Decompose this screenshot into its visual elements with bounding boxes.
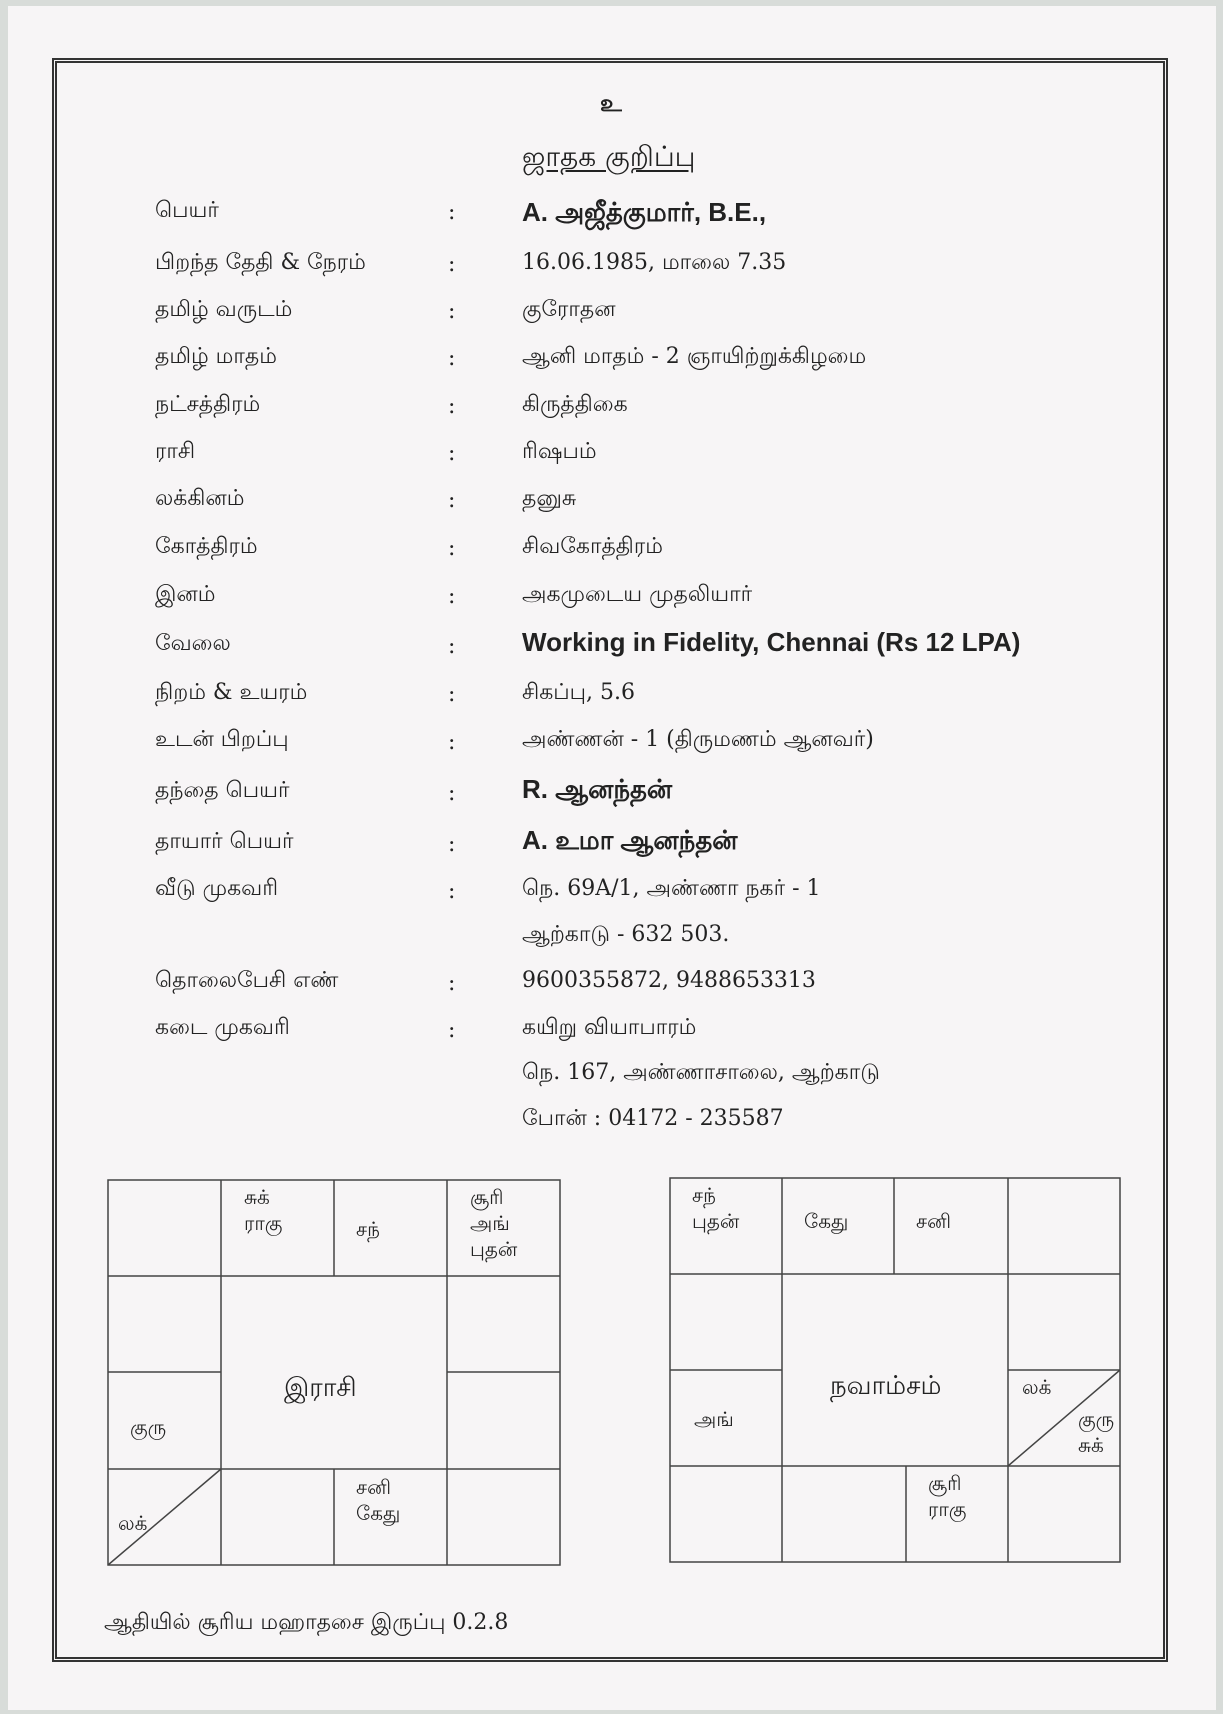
field-value-siblings: அண்ணன் - 1 (திருமணம் ஆனவர்): [522, 727, 874, 752]
field-label: உடன் பிறப்பு: [155, 727, 289, 752]
navamsa-chart-grid: [670, 1178, 1120, 1562]
navamsa-cell-text: சூரி ராகு: [928, 1471, 967, 1521]
field-separator: :: [448, 682, 456, 707]
field-label: லக்கினம்: [155, 486, 245, 511]
rasi-cell-text: குரு: [130, 1415, 167, 1439]
field-value-lagnam: தனுசு: [522, 486, 577, 511]
field-separator: :: [448, 971, 456, 996]
rasi-cell-text: சூரி அங் புதன்: [470, 1185, 518, 1261]
field-value-complexion: சிகப்பு, 5.6: [522, 680, 636, 705]
field-value-shop-phone: போன் : 04172 - 235587: [522, 1106, 784, 1131]
page-title: ஜாதக குறிப்பு: [522, 140, 696, 173]
field-label: பிறந்த தேதி & நேரம்: [155, 250, 366, 275]
field-label: தொலைபேசி எண்: [155, 968, 339, 993]
field-separator: :: [448, 832, 456, 857]
field-value-address: நெ. 69A/1, அண்ணா நகர் - 1: [522, 876, 821, 901]
field-separator: :: [448, 730, 456, 755]
field-value-name: A. அஜீத்குமார், B.E.,: [522, 197, 767, 227]
pillaiyar-suzhi: உ: [600, 88, 622, 117]
field-value-shop-line2: நெ. 167, அண்ணாசாலை, ஆற்காடு: [522, 1060, 880, 1085]
field-separator: :: [448, 1018, 456, 1043]
rasi-cell-text: சனி கேது: [356, 1475, 401, 1525]
field-value-mother: A. உமா ஆனந்தன்: [522, 825, 738, 855]
field-label: வீடு முகவரி: [155, 876, 279, 901]
field-label: கடை முகவரி: [155, 1015, 290, 1040]
dasa-balance-note: ஆதியில் சூரிய மஹாதசை இருப்பு 0.2.8: [104, 1610, 509, 1635]
field-separator: :: [448, 536, 456, 561]
field-label: கோத்திரம்: [155, 534, 258, 559]
field-value-phone: 9600355872, 9488653313: [522, 968, 816, 993]
rasi-cell-text: சந்: [356, 1217, 380, 1241]
field-value-birth: 16.06.1985, மாலை 7.35: [522, 250, 787, 275]
field-value-job: Working in Fidelity, Chennai (Rs 12 LPA): [522, 627, 1021, 657]
field-separator: :: [448, 346, 456, 371]
field-label: நிறம் & உயரம்: [155, 680, 308, 705]
navamsa-cell-text: அங்: [694, 1407, 734, 1431]
navamsa-cell-text: குரு சுக்: [1078, 1407, 1115, 1457]
field-separator: :: [448, 299, 456, 324]
field-separator: :: [448, 634, 456, 659]
field-separator: :: [448, 252, 456, 277]
field-separator: :: [448, 441, 456, 466]
field-separator: :: [448, 488, 456, 513]
navamsa-cell-text: கேது: [804, 1209, 849, 1233]
navamsa-cell-text: லக்: [1022, 1375, 1052, 1399]
rasi-cell-text: சுக் ராகு: [244, 1185, 283, 1235]
field-separator: :: [448, 781, 456, 806]
field-value-year: குரோதன: [522, 297, 616, 322]
field-value-address-line2: ஆற்காடு - 632 503.: [522, 922, 730, 947]
field-value-father: R. ஆனந்தன்: [522, 774, 673, 804]
field-label: தாயார் பெயர்: [155, 829, 294, 854]
field-label: ராசி: [155, 439, 196, 464]
rasi-chart: [108, 1180, 560, 1565]
field-label: இனம்: [155, 582, 216, 607]
field-value-shop: கயிறு வியாபாரம்: [522, 1015, 697, 1040]
field-label: தமிழ் மாதம்: [155, 344, 277, 369]
navamsa-chart-title: நவாம்சம்: [830, 1371, 942, 1401]
field-separator: :: [448, 200, 456, 225]
field-label: நட்சத்திரம்: [155, 392, 261, 417]
navamsa-cell-text: சனி: [916, 1209, 951, 1233]
field-label: வேலை: [155, 631, 231, 656]
field-value-month: ஆனி மாதம் - 2 ஞாயிற்றுக்கிழமை: [522, 344, 867, 369]
field-separator: :: [448, 879, 456, 904]
field-separator: :: [448, 584, 456, 609]
field-value-community: அகமுடைய முதலியார்: [522, 582, 753, 607]
rasi-chart-title: இராசி: [284, 1373, 357, 1403]
field-label: தமிழ் வருடம்: [155, 297, 293, 322]
rasi-cell-text: லக்: [118, 1511, 148, 1535]
field-label: தந்தை பெயர்: [155, 778, 290, 803]
field-separator: :: [448, 394, 456, 419]
navamsa-chart: [670, 1178, 1120, 1562]
field-value-star: கிருத்திகை: [522, 392, 628, 417]
field-label: பெயர்: [155, 198, 219, 223]
navamsa-cell-text: சந் புதன்: [692, 1183, 740, 1233]
field-value-rasi: ரிஷபம்: [522, 439, 597, 464]
field-value-gothram: சிவகோத்திரம்: [522, 534, 663, 559]
